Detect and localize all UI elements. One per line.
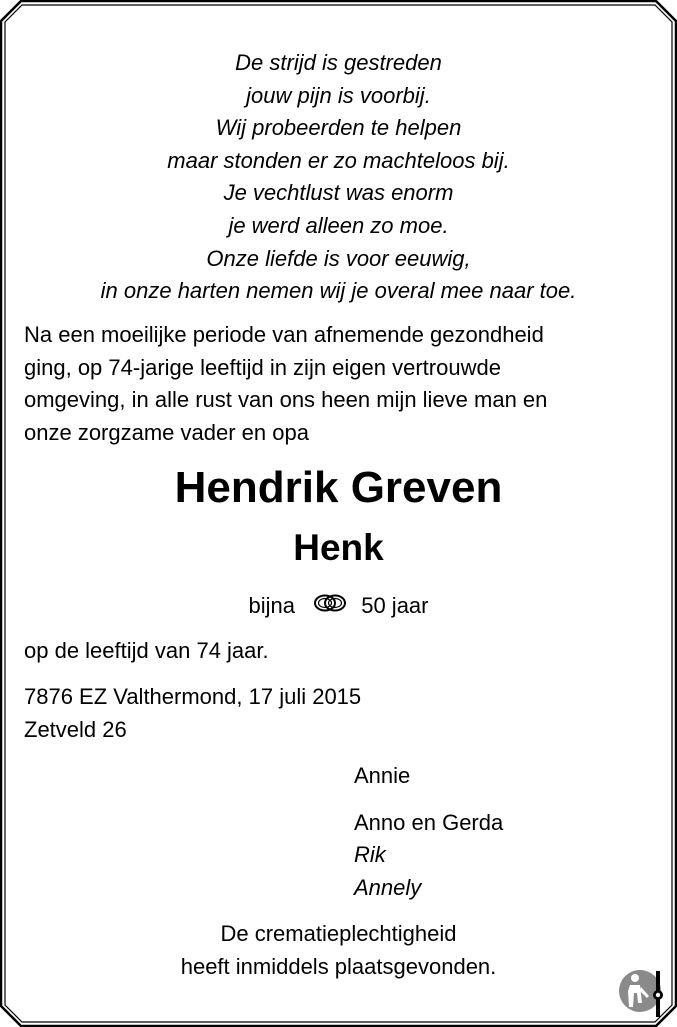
- grandchild-name: Rik: [354, 842, 386, 867]
- poem-line: maar stonden er zo machteloos bij.: [167, 147, 510, 173]
- grandchild-name: Annely: [354, 875, 422, 900]
- announcement-line: Na een moeilijke periode van afnemende gezondheid: [24, 322, 544, 347]
- children-names: Anno en Gerda: [354, 810, 504, 835]
- age-line: op de leeftijd van 74 jaar.: [24, 638, 269, 663]
- announcement-line: omgeving, in alle rust van ons heen mijn lieve man en: [24, 387, 548, 413]
- poem-line: Je vechtlust was enorm: [223, 180, 454, 206]
- poem-line: je werd alleen zo moe.: [228, 212, 449, 238]
- memorial-logo-icon: [616, 963, 672, 1021]
- marriage-years: 50 jaar: [361, 593, 429, 619]
- announcement-line: onze zorgzame vader en opa: [24, 419, 309, 445]
- poem-line: De strijd is gestreden: [235, 50, 442, 75]
- poem-line: Wij probeerden te helpen: [215, 115, 462, 141]
- announcement-text: [24, 319, 654, 449]
- spouse-name: Annie: [354, 763, 411, 788]
- marriage-prefix: bijna: [248, 593, 295, 619]
- marriage-duration: [0, 589, 677, 622]
- deceased-nickname: Henk: [293, 527, 384, 568]
- announcement-line: ging, op 74-jarige leeftijd in zijn eigen vertrouwde: [24, 354, 501, 380]
- poem-line: in onze harten nemen wij je overal mee naar toe.: [100, 278, 577, 304]
- deceased-name: Hendrik Greven: [174, 463, 503, 512]
- place-date: 7876 EZ Valthermond, 17 juli 2015: [24, 684, 362, 709]
- poem-line: Onze liefde is voor eeuwig,: [206, 245, 471, 271]
- closing-line: De crematieplechtigheid: [220, 921, 457, 946]
- poem-line: jouw pijn is voorbij.: [246, 82, 431, 108]
- address: Zetveld 26: [24, 717, 127, 742]
- poem: [0, 47, 677, 308]
- wedding-rings-icon: [313, 590, 347, 622]
- closing-line: heeft inmiddels plaatsgevonden.: [180, 954, 497, 979]
